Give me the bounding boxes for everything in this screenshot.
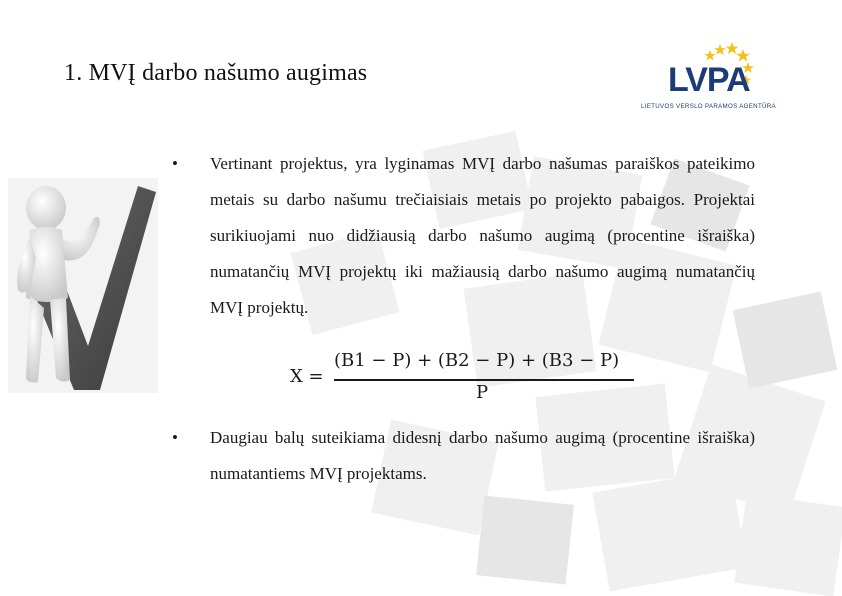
bullet-text: Vertinant projektus, yra lyginamas MVĮ darbo našumas paraiškos pateikimo metais su darbo našumu trečiaisiais metais po projekto pabaigos. Projektai surikiuojami nuo didžiausią darbo našumo augimą (procentine išraiška) numatančių MVĮ projektų iki mažiausią darbo našumo augimą numatančių MVĮ projektų. <box>210 154 755 317</box>
bullet-item <box>170 420 755 492</box>
person-with-checkmark-icon <box>8 178 158 393</box>
bullet-marker: • <box>172 428 178 447</box>
logo-subtitle: LIETUVOS VERSLO PARAMOS AGENTŪRA <box>641 103 776 110</box>
formula-lhs: X = <box>290 366 324 387</box>
bullet-item <box>170 146 755 326</box>
formula <box>290 350 640 410</box>
bullet-text: Daugiau balų suteikiama didesnį darbo našumo augimą (procentine išraiška) numatantiems MVĮ projektams. <box>210 428 755 483</box>
bullet-marker: • <box>172 154 178 173</box>
bullet-list-second <box>170 420 755 492</box>
slide-title: 1. MVĮ darbo našumo augimas <box>64 60 368 86</box>
formula-numerator: (B1 − P) + (B2 − P) + (B3 − P) <box>334 350 620 371</box>
formula-denominator: P <box>476 382 489 403</box>
logo-wordmark: LVPA <box>668 61 750 99</box>
fraction-bar <box>334 379 634 381</box>
bullet-list <box>170 146 755 326</box>
